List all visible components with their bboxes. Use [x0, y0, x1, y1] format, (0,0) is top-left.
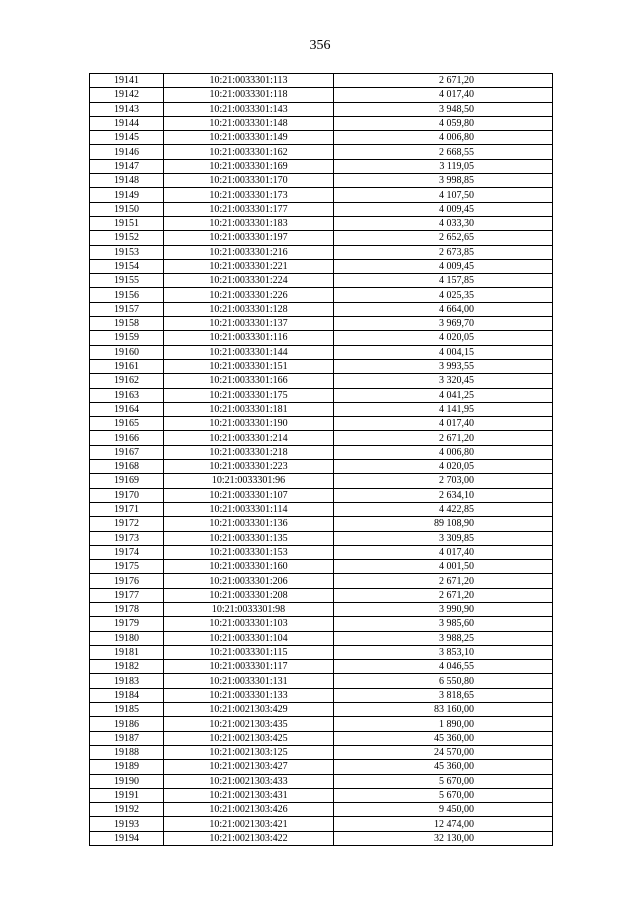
cadastral-number-cell: 10:21:0033301:144	[164, 345, 334, 359]
cadastral-number-cell: 10:21:0033301:117	[164, 660, 334, 674]
row-number-cell: 19171	[90, 502, 164, 516]
table-row	[90, 345, 553, 359]
cadastral-number-cell: 10:21:0033301:96	[164, 474, 334, 488]
table-row	[90, 417, 553, 431]
cadastral-number-cell: 10:21:0033301:226	[164, 288, 334, 302]
table-row	[90, 474, 553, 488]
table-row	[90, 531, 553, 545]
row-number-cell: 19187	[90, 731, 164, 745]
row-number-cell: 19191	[90, 788, 164, 802]
row-number-cell: 19152	[90, 231, 164, 245]
cadastral-number-cell: 10:21:0033301:135	[164, 531, 334, 545]
cadastral-number-cell: 10:21:0033301:116	[164, 331, 334, 345]
cadastral-number-cell: 10:21:0033301:103	[164, 617, 334, 631]
table-row	[90, 731, 553, 745]
cadastral-number-cell: 10:21:0033301:173	[164, 188, 334, 202]
value-cell: 6 550,80	[334, 674, 553, 688]
row-number-cell: 19144	[90, 116, 164, 130]
value-cell: 2 671,20	[334, 431, 553, 445]
row-number-cell: 19150	[90, 202, 164, 216]
table-row	[90, 145, 553, 159]
cadastral-number-cell: 10:21:0033301:114	[164, 502, 334, 516]
row-number-cell: 19162	[90, 374, 164, 388]
row-number-cell: 19167	[90, 445, 164, 459]
value-cell: 4 017,40	[334, 88, 553, 102]
row-number-cell: 19185	[90, 703, 164, 717]
row-number-cell: 19172	[90, 517, 164, 531]
table-row	[90, 660, 553, 674]
cadastral-number-cell: 10:21:0021303:435	[164, 717, 334, 731]
row-number-cell: 19175	[90, 560, 164, 574]
cadastral-number-cell: 10:21:0033301:177	[164, 202, 334, 216]
row-number-cell: 19149	[90, 188, 164, 202]
table-row	[90, 831, 553, 845]
row-number-cell: 19143	[90, 102, 164, 116]
cadastral-number-cell: 10:21:0033301:113	[164, 74, 334, 88]
value-cell: 3 990,90	[334, 602, 553, 616]
cadastral-number-cell: 10:21:0021303:433	[164, 774, 334, 788]
table-row	[90, 560, 553, 574]
table-row	[90, 331, 553, 345]
table-row	[90, 302, 553, 316]
value-cell: 4 020,05	[334, 460, 553, 474]
cadastral-number-cell: 10:21:0021303:422	[164, 831, 334, 845]
value-cell: 4 017,40	[334, 417, 553, 431]
table-row	[90, 216, 553, 230]
row-number-cell: 19170	[90, 488, 164, 502]
value-cell: 3 119,05	[334, 159, 553, 173]
value-cell: 4 141,95	[334, 402, 553, 416]
row-number-cell: 19155	[90, 274, 164, 288]
value-cell: 3 993,55	[334, 359, 553, 373]
value-cell: 2 671,20	[334, 588, 553, 602]
row-number-cell: 19194	[90, 831, 164, 845]
row-number-cell: 19182	[90, 660, 164, 674]
table-row	[90, 574, 553, 588]
row-number-cell: 19161	[90, 359, 164, 373]
value-cell: 4 025,35	[334, 288, 553, 302]
value-cell: 3 985,60	[334, 617, 553, 631]
value-cell: 2 703,00	[334, 474, 553, 488]
table-row	[90, 231, 553, 245]
cadastral-number-cell: 10:21:0033301:115	[164, 645, 334, 659]
value-cell: 4 004,15	[334, 345, 553, 359]
row-number-cell: 19163	[90, 388, 164, 402]
row-number-cell: 19192	[90, 803, 164, 817]
value-cell: 4 046,55	[334, 660, 553, 674]
table-row	[90, 602, 553, 616]
value-cell: 4 107,50	[334, 188, 553, 202]
table-row	[90, 317, 553, 331]
value-cell: 3 853,10	[334, 645, 553, 659]
value-cell: 3 309,85	[334, 531, 553, 545]
cadastral-number-cell: 10:21:0033301:197	[164, 231, 334, 245]
row-number-cell: 19177	[90, 588, 164, 602]
row-number-cell: 19142	[90, 88, 164, 102]
table-row	[90, 288, 553, 302]
table-row	[90, 645, 553, 659]
row-number-cell: 19168	[90, 460, 164, 474]
table-row	[90, 817, 553, 831]
cadastral-number-cell: 10:21:0033301:166	[164, 374, 334, 388]
row-number-cell: 19169	[90, 474, 164, 488]
cadastral-number-cell: 10:21:0021303:421	[164, 817, 334, 831]
table-row	[90, 202, 553, 216]
row-number-cell: 19190	[90, 774, 164, 788]
cadastral-number-cell: 10:21:0021303:427	[164, 760, 334, 774]
cadastral-number-cell: 10:21:0033301:133	[164, 688, 334, 702]
row-number-cell: 19153	[90, 245, 164, 259]
cadastral-number-cell: 10:21:0033301:162	[164, 145, 334, 159]
table-row	[90, 445, 553, 459]
table-body	[90, 74, 553, 846]
value-cell: 32 130,00	[334, 831, 553, 845]
cadastral-number-cell: 10:21:0033301:98	[164, 602, 334, 616]
value-cell: 2 671,20	[334, 574, 553, 588]
table-row	[90, 674, 553, 688]
value-cell: 4 009,45	[334, 259, 553, 273]
table-row	[90, 545, 553, 559]
value-cell: 12 474,00	[334, 817, 553, 831]
value-cell: 4 020,05	[334, 331, 553, 345]
value-cell: 83 160,00	[334, 703, 553, 717]
row-number-cell: 19147	[90, 159, 164, 173]
row-number-cell: 19174	[90, 545, 164, 559]
value-cell: 3 320,45	[334, 374, 553, 388]
table-row	[90, 703, 553, 717]
row-number-cell: 19156	[90, 288, 164, 302]
row-number-cell: 19145	[90, 131, 164, 145]
cadastral-number-cell: 10:21:0033301:151	[164, 359, 334, 373]
cadastral-number-cell: 10:21:0033301:131	[164, 674, 334, 688]
table-row	[90, 402, 553, 416]
value-cell: 3 818,65	[334, 688, 553, 702]
table-row	[90, 88, 553, 102]
value-cell: 4 006,80	[334, 445, 553, 459]
cadastral-number-cell: 10:21:0021303:425	[164, 731, 334, 745]
cadastral-number-cell: 10:21:0033301:221	[164, 259, 334, 273]
cadastral-number-cell: 10:21:0033301:223	[164, 460, 334, 474]
value-cell: 45 360,00	[334, 760, 553, 774]
row-number-cell: 19189	[90, 760, 164, 774]
cadastral-number-cell: 10:21:0033301:216	[164, 245, 334, 259]
table-row	[90, 359, 553, 373]
table-row	[90, 159, 553, 173]
table-row	[90, 188, 553, 202]
value-cell: 2 652,65	[334, 231, 553, 245]
cadastral-number-cell: 10:21:0033301:218	[164, 445, 334, 459]
cadastral-number-cell: 10:21:0033301:181	[164, 402, 334, 416]
table-row	[90, 717, 553, 731]
value-cell: 3 948,50	[334, 102, 553, 116]
cadastral-number-cell: 10:21:0033301:143	[164, 102, 334, 116]
row-number-cell: 19188	[90, 745, 164, 759]
row-number-cell: 19157	[90, 302, 164, 316]
value-cell: 4 001,50	[334, 560, 553, 574]
row-number-cell: 19146	[90, 145, 164, 159]
table-row	[90, 617, 553, 631]
table-row	[90, 803, 553, 817]
cadastral-number-cell: 10:21:0033301:183	[164, 216, 334, 230]
cadastral-number-cell: 10:21:0033301:148	[164, 116, 334, 130]
cadastral-number-cell: 10:21:0033301:118	[164, 88, 334, 102]
row-number-cell: 19180	[90, 631, 164, 645]
value-cell: 3 988,25	[334, 631, 553, 645]
value-cell: 4 664,00	[334, 302, 553, 316]
table-row	[90, 460, 553, 474]
table-row	[90, 245, 553, 259]
table-row	[90, 788, 553, 802]
row-number-cell: 19165	[90, 417, 164, 431]
table-row	[90, 431, 553, 445]
cadastral-number-cell: 10:21:0033301:160	[164, 560, 334, 574]
cadastral-number-cell: 10:21:0033301:136	[164, 517, 334, 531]
cadastral-number-cell: 10:21:0021303:125	[164, 745, 334, 759]
cadastral-number-cell: 10:21:0033301:149	[164, 131, 334, 145]
cadastral-number-cell: 10:21:0033301:190	[164, 417, 334, 431]
row-number-cell: 19179	[90, 617, 164, 631]
value-cell: 4 033,30	[334, 216, 553, 230]
row-number-cell: 19164	[90, 402, 164, 416]
value-cell: 4 006,80	[334, 131, 553, 145]
table-row	[90, 388, 553, 402]
value-cell: 24 570,00	[334, 745, 553, 759]
cadastral-number-cell: 10:21:0033301:153	[164, 545, 334, 559]
row-number-cell: 19178	[90, 602, 164, 616]
cadastral-number-cell: 10:21:0033301:206	[164, 574, 334, 588]
value-cell: 2 673,85	[334, 245, 553, 259]
cadastral-number-cell: 10:21:0033301:170	[164, 174, 334, 188]
cadastral-number-cell: 10:21:0033301:104	[164, 631, 334, 645]
table-row	[90, 374, 553, 388]
table-row	[90, 588, 553, 602]
cadastral-number-cell: 10:21:0021303:431	[164, 788, 334, 802]
value-cell: 3 998,85	[334, 174, 553, 188]
cadastral-number-cell: 10:21:0033301:169	[164, 159, 334, 173]
row-number-cell: 19141	[90, 74, 164, 88]
cadastral-number-cell: 10:21:0033301:208	[164, 588, 334, 602]
row-number-cell: 19184	[90, 688, 164, 702]
cadastral-number-cell: 10:21:0033301:175	[164, 388, 334, 402]
table-row	[90, 174, 553, 188]
value-cell: 5 670,00	[334, 788, 553, 802]
cadastral-number-cell: 10:21:0021303:426	[164, 803, 334, 817]
table-row	[90, 631, 553, 645]
table-row	[90, 274, 553, 288]
value-cell: 5 670,00	[334, 774, 553, 788]
value-cell: 2 668,55	[334, 145, 553, 159]
row-number-cell: 19154	[90, 259, 164, 273]
row-number-cell: 19148	[90, 174, 164, 188]
value-cell: 4 422,85	[334, 502, 553, 516]
table-row	[90, 102, 553, 116]
page-number: 356	[309, 38, 331, 53]
row-number-cell: 19181	[90, 645, 164, 659]
table-row	[90, 688, 553, 702]
table-row	[90, 760, 553, 774]
row-number-cell: 19166	[90, 431, 164, 445]
row-number-cell: 19173	[90, 531, 164, 545]
value-cell: 4 009,45	[334, 202, 553, 216]
value-cell: 2 671,20	[334, 74, 553, 88]
row-number-cell: 19176	[90, 574, 164, 588]
row-number-cell: 19193	[90, 817, 164, 831]
value-cell: 1 890,00	[334, 717, 553, 731]
table-row	[90, 74, 553, 88]
value-cell: 3 969,70	[334, 317, 553, 331]
row-number-cell: 19186	[90, 717, 164, 731]
value-cell: 9 450,00	[334, 803, 553, 817]
value-cell: 45 360,00	[334, 731, 553, 745]
table-row	[90, 116, 553, 130]
cadastral-number-cell: 10:21:0033301:224	[164, 274, 334, 288]
row-number-cell: 19159	[90, 331, 164, 345]
row-number-cell: 19183	[90, 674, 164, 688]
cadastral-number-cell: 10:21:0033301:128	[164, 302, 334, 316]
data-table	[89, 73, 553, 846]
table-row	[90, 502, 553, 516]
row-number-cell: 19160	[90, 345, 164, 359]
cadastral-number-cell: 10:21:0033301:107	[164, 488, 334, 502]
cadastral-number-cell: 10:21:0033301:137	[164, 317, 334, 331]
value-cell: 4 017,40	[334, 545, 553, 559]
row-number-cell: 19151	[90, 216, 164, 230]
table-row	[90, 488, 553, 502]
table-row	[90, 131, 553, 145]
cadastral-number-cell: 10:21:0033301:214	[164, 431, 334, 445]
table-row	[90, 774, 553, 788]
row-number-cell: 19158	[90, 317, 164, 331]
table-row	[90, 745, 553, 759]
value-cell: 2 634,10	[334, 488, 553, 502]
value-cell: 89 108,90	[334, 517, 553, 531]
value-cell: 4 059,80	[334, 116, 553, 130]
value-cell: 4 157,85	[334, 274, 553, 288]
value-cell: 4 041,25	[334, 388, 553, 402]
table-row	[90, 259, 553, 273]
table-row	[90, 517, 553, 531]
cadastral-number-cell: 10:21:0021303:429	[164, 703, 334, 717]
